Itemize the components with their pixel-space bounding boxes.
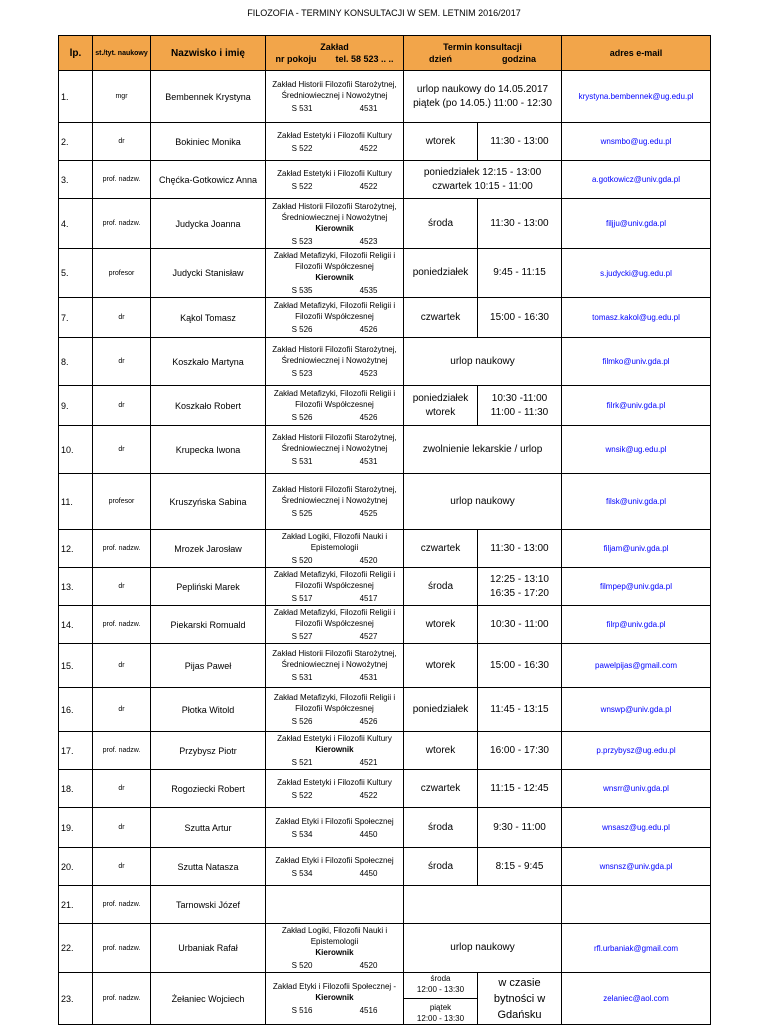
department-cell bbox=[266, 474, 404, 530]
person-name: Szutta Artur bbox=[151, 808, 266, 848]
phone-extension: 4523 bbox=[359, 236, 378, 246]
term-cell bbox=[404, 71, 562, 123]
person-name: Bokiniec Monika bbox=[151, 123, 266, 161]
row-number: 12. bbox=[59, 530, 93, 568]
department-cell bbox=[266, 71, 404, 123]
header-zaklad: Zakład bbox=[320, 42, 349, 52]
table-row bbox=[59, 973, 711, 1025]
term-hours: 11:45 - 13:15 bbox=[490, 703, 549, 715]
consultation-table bbox=[58, 35, 711, 1025]
department-name: Zakład Metafizyki, Filozofii Religii i Filozofii Współczesnej bbox=[273, 608, 396, 628]
term-day: środa bbox=[427, 860, 453, 872]
person-name: Pijas Paweł bbox=[151, 644, 266, 688]
header-phone: tel. 58 523 .. .. bbox=[335, 54, 394, 64]
row-number: 13. bbox=[59, 568, 93, 606]
term-day: wtorek bbox=[425, 135, 456, 147]
email-link[interactable]: filmpep@univ.gda.pl bbox=[562, 568, 711, 606]
term-day-cell bbox=[404, 530, 478, 568]
row-number: 17. bbox=[59, 732, 93, 770]
department-cell bbox=[266, 161, 404, 199]
email-link[interactable]: p.przybysz@ug.edu.pl bbox=[562, 732, 711, 770]
room-number: S 527 bbox=[291, 632, 313, 641]
department-name: Zakład Estetyki i Filozofii Kultury bbox=[277, 777, 392, 787]
term-hours-cell bbox=[478, 732, 562, 770]
table-row bbox=[59, 848, 711, 886]
email-link[interactable]: wnsnsz@univ.gda.pl bbox=[562, 848, 711, 886]
term-cell bbox=[404, 886, 562, 924]
person-name: Krupecka Iwona bbox=[151, 426, 266, 474]
department-cell bbox=[266, 924, 404, 973]
room-number: S 523 bbox=[291, 236, 313, 246]
person-name: Piekarski Romuald bbox=[151, 606, 266, 644]
term-note: w czasie bytności w Gdańsku bbox=[478, 973, 562, 1025]
department-cell bbox=[266, 386, 404, 426]
person-name: Żełaniec Wojciech bbox=[151, 973, 266, 1025]
term-text: urlop naukowy bbox=[450, 942, 515, 953]
term-day-cell bbox=[404, 770, 478, 808]
academic-degree: profesor bbox=[93, 249, 151, 298]
head-label: Kierownik bbox=[315, 948, 354, 957]
academic-degree: prof. nadzw. bbox=[93, 886, 151, 924]
table-row bbox=[59, 530, 711, 568]
phone-extension: 4531 bbox=[359, 457, 378, 466]
phone-extension: 4520 bbox=[359, 961, 378, 970]
row-number: 21. bbox=[59, 886, 93, 924]
header-row bbox=[59, 36, 711, 71]
row-number: 22. bbox=[59, 924, 93, 973]
table-row bbox=[59, 732, 711, 770]
department-cell bbox=[266, 338, 404, 386]
email-link[interactable]: wnsasz@ug.edu.pl bbox=[562, 808, 711, 848]
department-cell bbox=[266, 249, 404, 298]
academic-degree: prof. nadzw. bbox=[93, 199, 151, 249]
term-hours-2: 16:35 - 17:20 bbox=[490, 587, 549, 599]
room-number: S 534 bbox=[291, 829, 313, 839]
term-cell bbox=[404, 924, 562, 973]
term-hours: 12:00 - 13:30 bbox=[416, 985, 465, 994]
person-name: Pepliński Marek bbox=[151, 568, 266, 606]
academic-degree: dr bbox=[93, 123, 151, 161]
academic-degree: prof. nadzw. bbox=[93, 732, 151, 770]
person-name: Szutta Natasza bbox=[151, 848, 266, 886]
room-number: S 522 bbox=[291, 181, 313, 191]
term-day: czwartek bbox=[420, 782, 461, 794]
row-number: 9. bbox=[59, 386, 93, 426]
table-row bbox=[59, 338, 711, 386]
person-name: Przybysz Piotr bbox=[151, 732, 266, 770]
department-name: Zakład Metafizyki, Filozofii Religii i Filozofii Współczesnej bbox=[273, 570, 396, 590]
email-link[interactable]: filrp@univ.gda.pl bbox=[562, 606, 711, 644]
row-number: 3. bbox=[59, 161, 93, 199]
term-hours-2: 12:00 - 13:30 bbox=[416, 1014, 465, 1023]
term-day-cell bbox=[404, 199, 478, 249]
term-cell bbox=[404, 161, 562, 199]
phone-extension: 4516 bbox=[359, 1006, 378, 1015]
department-cell bbox=[266, 568, 404, 606]
academic-degree: mgr bbox=[93, 71, 151, 123]
term-hours-cell bbox=[478, 249, 562, 298]
term-day-cell bbox=[404, 732, 478, 770]
row-number: 5. bbox=[59, 249, 93, 298]
term-day: czwartek bbox=[420, 542, 461, 554]
department-name: Zakład Historii Filozofii Starożytnej, Średniowiecznej i Nowożytnej bbox=[272, 201, 397, 222]
term-text: poniedziałek 12:15 - 13:00 bbox=[423, 166, 542, 178]
header-hours: godzina bbox=[502, 54, 537, 64]
row-number: 11. bbox=[59, 474, 93, 530]
page-title: FILOZOFIA - TERMINY KONSULTACJI W SEM. LETNIM 2016/2017 bbox=[247, 8, 521, 18]
phone-extension: 4450 bbox=[359, 829, 378, 839]
table-row bbox=[59, 688, 711, 732]
email-link[interactable]: wnsmbo@ug.edu.pl bbox=[562, 123, 711, 161]
term-day: poniedziałek bbox=[412, 392, 469, 404]
department-name: Zakład Historii Filozofii Starożytnej, Średniowiecznej i Nowożytnej bbox=[272, 433, 397, 453]
term-day-cell bbox=[404, 568, 478, 606]
term-hours: 9:30 - 11:00 bbox=[493, 821, 546, 833]
term-hours-2: 11:00 - 11:30 bbox=[490, 406, 549, 418]
room-number: S 531 bbox=[291, 457, 313, 466]
email-link[interactable]: s.judycki@ug.edu.pl bbox=[562, 249, 711, 298]
phone-extension: 4521 bbox=[359, 758, 378, 767]
term-hours: 11:15 - 12:45 bbox=[490, 782, 549, 794]
room-number: S 531 bbox=[291, 673, 313, 682]
row-number: 7. bbox=[59, 298, 93, 338]
term-day: wtorek bbox=[425, 618, 456, 630]
term-day: wtorek bbox=[425, 744, 456, 756]
person-name: Rogoziecki Robert bbox=[151, 770, 266, 808]
header-room: nr pokoju bbox=[275, 54, 317, 64]
term-hours-cell bbox=[478, 298, 562, 338]
department-cell bbox=[266, 808, 404, 848]
phone-extension: 4526 bbox=[359, 717, 378, 726]
header-degree: st./tyt. naukowy bbox=[93, 36, 151, 71]
academic-degree: prof. nadzw. bbox=[93, 530, 151, 568]
table-row bbox=[59, 474, 711, 530]
head-label: Kierownik bbox=[315, 993, 354, 1002]
department-name: Zakład Metafizyki, Filozofii Religii i Filozofii Współczesnej bbox=[273, 693, 396, 713]
phone-extension: 4527 bbox=[359, 632, 378, 641]
room-number: S 522 bbox=[291, 790, 313, 800]
phone-extension: 4522 bbox=[359, 143, 378, 153]
term-hours: 15:00 - 16:30 bbox=[490, 659, 549, 671]
term-day: środa bbox=[427, 821, 453, 833]
term-day: czwartek bbox=[420, 311, 461, 323]
phone-extension: 4450 bbox=[359, 868, 378, 878]
phone-extension: 4522 bbox=[359, 790, 378, 800]
term-day-cell bbox=[404, 973, 478, 1025]
header-lp: lp. bbox=[59, 36, 93, 71]
term-day-cell bbox=[404, 249, 478, 298]
term-hours: 12:25 - 13:10 bbox=[490, 573, 549, 585]
academic-degree: prof. nadzw. bbox=[93, 973, 151, 1025]
header-email: adres e-mail bbox=[562, 36, 711, 71]
department-name: Zakład Estetyki i Filozofii Kultury bbox=[277, 168, 392, 178]
room-number: S 534 bbox=[291, 868, 313, 878]
room-number: S 517 bbox=[291, 594, 313, 603]
academic-degree: dr bbox=[93, 338, 151, 386]
department-cell bbox=[266, 123, 404, 161]
term-hours-cell bbox=[478, 688, 562, 732]
table-row bbox=[59, 298, 711, 338]
person-name: Urbaniak Rafał bbox=[151, 924, 266, 973]
table-row bbox=[59, 644, 711, 688]
phone-extension: 4526 bbox=[359, 413, 378, 422]
department-cell bbox=[266, 199, 404, 249]
person-name: Kąkol Tomasz bbox=[151, 298, 266, 338]
department-name: Zakład Historii Filozofii Starożytnej, Średniowiecznej i Nowożytnej bbox=[272, 485, 397, 505]
department-cell bbox=[266, 530, 404, 568]
term-hours-cell bbox=[478, 770, 562, 808]
term-hours: 11:30 - 13:00 bbox=[490, 217, 549, 229]
term-hours: 10:30 -11:00 bbox=[491, 392, 548, 404]
row-number: 4. bbox=[59, 199, 93, 249]
academic-degree: dr bbox=[93, 644, 151, 688]
term-day: środa bbox=[427, 580, 453, 592]
term-day: poniedziałek bbox=[412, 703, 469, 715]
department-cell bbox=[266, 298, 404, 338]
table-row bbox=[59, 426, 711, 474]
term-day-cell bbox=[404, 644, 478, 688]
email-link[interactable]: filsk@univ.gda.pl bbox=[562, 474, 711, 530]
room-number: S 531 bbox=[291, 104, 313, 113]
phone-extension: 4520 bbox=[359, 556, 378, 565]
academic-degree: profesor bbox=[93, 474, 151, 530]
person-name: Tarnowski Józef bbox=[151, 886, 266, 924]
person-name: Kruszyńska Sabina bbox=[151, 474, 266, 530]
email-link[interactable]: a.gotkowicz@univ.gda.pl bbox=[562, 161, 711, 199]
person-name: Bembennek Krystyna bbox=[151, 71, 266, 123]
table-row bbox=[59, 568, 711, 606]
academic-degree: dr bbox=[93, 568, 151, 606]
department-cell bbox=[266, 770, 404, 808]
department-name: Zakład Etyki i Filozofii Społecznej bbox=[275, 816, 394, 826]
head-label: Kierownik bbox=[315, 745, 354, 754]
department-cell bbox=[266, 426, 404, 474]
head-label: Kierownik bbox=[315, 223, 354, 233]
term-text: zwolnienie lekarskie / urlop bbox=[422, 443, 543, 455]
term-day-cell bbox=[404, 848, 478, 886]
row-number: 23. bbox=[59, 973, 93, 1025]
term-day-cell bbox=[404, 298, 478, 338]
academic-degree: prof. nadzw. bbox=[93, 606, 151, 644]
row-number: 8. bbox=[59, 338, 93, 386]
person-name: Koszkało Martyna bbox=[151, 338, 266, 386]
table-row bbox=[59, 161, 711, 199]
term-text: urlop naukowy bbox=[450, 495, 515, 507]
row-number: 2. bbox=[59, 123, 93, 161]
term-text-2: piątek (po 14.05.) 11:00 - 12:30 bbox=[413, 97, 552, 109]
academic-degree: dr bbox=[93, 848, 151, 886]
term-hours-cell bbox=[478, 568, 562, 606]
term-day: wtorek bbox=[425, 659, 456, 671]
term-hours: 10:30 - 11:00 bbox=[490, 618, 549, 630]
email-link[interactable]: filrk@univ.gda.pl bbox=[562, 386, 711, 426]
term-day: poniedziałek bbox=[412, 267, 469, 278]
term-day-2: piątek bbox=[429, 1003, 452, 1012]
person-name: Chęćka-Gotkowicz Anna bbox=[151, 161, 266, 199]
room-number: S 516 bbox=[291, 1006, 313, 1015]
term-text: urlop naukowy bbox=[450, 355, 515, 367]
room-number: S 520 bbox=[291, 961, 313, 970]
academic-degree: dr bbox=[93, 688, 151, 732]
academic-degree: dr bbox=[93, 426, 151, 474]
email-link[interactable]: krystyna.bembennek@ug.edu.pl bbox=[562, 71, 711, 123]
department-name: Zakład Metafizyki, Filozofii Religii i Filozofii Współczesnej bbox=[273, 389, 396, 409]
email-link[interactable]: zelaniec@aol.com bbox=[562, 973, 711, 1025]
department-cell bbox=[266, 886, 404, 924]
table-row bbox=[59, 770, 711, 808]
room-number: S 526 bbox=[291, 413, 313, 422]
phone-extension: 4531 bbox=[359, 673, 378, 682]
row-number: 15. bbox=[59, 644, 93, 688]
room-number: S 526 bbox=[291, 325, 313, 334]
person-name: Judycka Joanna bbox=[151, 199, 266, 249]
table-row bbox=[59, 606, 711, 644]
academic-degree: dr bbox=[93, 808, 151, 848]
term-hours-cell bbox=[478, 386, 562, 426]
phone-extension: 4531 bbox=[359, 104, 378, 113]
table-row bbox=[59, 924, 711, 973]
department-cell bbox=[266, 848, 404, 886]
department-name: Zakład Etyki i Filozofii Społecznej - bbox=[272, 982, 397, 991]
row-number: 18. bbox=[59, 770, 93, 808]
header-term bbox=[404, 36, 562, 71]
term-hours-cell bbox=[478, 123, 562, 161]
person-name: Płotka Witold bbox=[151, 688, 266, 732]
table-row bbox=[59, 123, 711, 161]
email-link[interactable]: tomasz.kakol@ug.edu.pl bbox=[562, 298, 711, 338]
room-number: S 535 bbox=[291, 286, 313, 295]
department-name: Zakład Etyki i Filozofii Społecznej bbox=[275, 855, 394, 865]
department-cell bbox=[266, 973, 404, 1025]
term-day: środa bbox=[427, 217, 453, 229]
phone-extension: 4523 bbox=[359, 369, 378, 378]
table-row bbox=[59, 249, 711, 298]
email-link[interactable]: wnsik@ug.edu.pl bbox=[562, 426, 711, 474]
room-number: S 521 bbox=[291, 758, 313, 767]
phone-extension: 4535 bbox=[359, 286, 378, 295]
header-day: dzień bbox=[429, 54, 453, 64]
term-hours: 9:45 - 11:15 bbox=[493, 267, 546, 278]
email-link[interactable]: filjam@univ.gda.pl bbox=[562, 530, 711, 568]
header-termin: Termin konsultacji bbox=[443, 42, 522, 52]
term-hours-cell bbox=[478, 644, 562, 688]
term-text: urlop naukowy do 14.05.2017 bbox=[416, 83, 549, 95]
department-cell bbox=[266, 644, 404, 688]
term-hours-cell bbox=[478, 848, 562, 886]
row-number: 10. bbox=[59, 426, 93, 474]
term-cell bbox=[404, 338, 562, 386]
term-hours-cell bbox=[478, 606, 562, 644]
department-name: Zakład Historii Filozofii Starożytnej, Średniowiecznej i Nowożytnej bbox=[272, 649, 397, 669]
phone-extension: 4526 bbox=[359, 325, 378, 334]
head-label: Kierownik bbox=[315, 273, 354, 282]
table-row bbox=[59, 886, 711, 924]
person-name: Mrozek Jarosław bbox=[151, 530, 266, 568]
row-number: 16. bbox=[59, 688, 93, 732]
term-hours: 16:00 - 17:30 bbox=[490, 744, 549, 756]
term-hours: 11:30 - 13:00 bbox=[490, 135, 549, 147]
email-link[interactable]: filmko@univ.gda.pl bbox=[562, 338, 711, 386]
phone-extension: 4517 bbox=[359, 594, 378, 603]
table-row bbox=[59, 71, 711, 123]
term-day-cell bbox=[404, 386, 478, 426]
term-day-cell bbox=[404, 688, 478, 732]
email-link[interactable]: rfl.urbaniak@gmail.com bbox=[562, 924, 711, 973]
term-day-cell bbox=[404, 123, 478, 161]
phone-extension: 4525 bbox=[359, 509, 378, 518]
department-name: Zakład Metafizyki, Filozofii Religii i Filozofii Współczesnej bbox=[273, 251, 396, 271]
department-name: Zakład Estetyki i Filozofii Kultury bbox=[277, 130, 392, 140]
term-day-2: wtorek bbox=[425, 406, 456, 418]
email-link[interactable]: pawelpijas@gmail.com bbox=[562, 644, 711, 688]
room-number: S 522 bbox=[291, 143, 313, 153]
academic-degree: dr bbox=[93, 770, 151, 808]
term-hours: 8:15 - 9:45 bbox=[495, 860, 544, 872]
email-link[interactable]: wnswp@univ.gda.pl bbox=[562, 688, 711, 732]
phone-extension: 4522 bbox=[359, 181, 378, 191]
term-hours: 11:30 - 13:00 bbox=[490, 542, 549, 554]
table-row bbox=[59, 808, 711, 848]
email-link bbox=[562, 886, 711, 924]
term-day-cell bbox=[404, 808, 478, 848]
header-department bbox=[266, 36, 404, 71]
room-number: S 520 bbox=[291, 556, 313, 565]
row-number: 20. bbox=[59, 848, 93, 886]
room-number: S 526 bbox=[291, 717, 313, 726]
department-name: Zakład Metafizyki, Filozofii Religii i Filozofii Współczesnej bbox=[273, 301, 396, 321]
department-cell bbox=[266, 688, 404, 732]
term-day: środa bbox=[430, 974, 451, 983]
department-name: Zakład Logiki, Filozofii Nauki i Epistemologii bbox=[281, 926, 388, 946]
department-name: Zakład Estetyki i Filozofii Kultury bbox=[277, 734, 392, 743]
academic-degree: prof. nadzw. bbox=[93, 924, 151, 973]
department-name: Zakład Historii Filozofii Starożytnej, Średniowiecznej i Nowożytnej bbox=[272, 345, 397, 365]
room-number: S 523 bbox=[291, 369, 313, 378]
term-cell bbox=[404, 426, 562, 474]
department-cell bbox=[266, 732, 404, 770]
person-name: Judycki Stanisław bbox=[151, 249, 266, 298]
table-row bbox=[59, 199, 711, 249]
row-number: 14. bbox=[59, 606, 93, 644]
department-name: Zakład Logiki, Filozofii Nauki i Epistemologii bbox=[281, 532, 388, 552]
person-name: Koszkało Robert bbox=[151, 386, 266, 426]
table-row bbox=[59, 386, 711, 426]
row-number: 1. bbox=[59, 71, 93, 123]
term-cell bbox=[404, 474, 562, 530]
email-link[interactable]: filjju@univ.gda.pl bbox=[562, 199, 711, 249]
department-name: Zakład Historii Filozofii Starożytnej, Średniowiecznej i Nowożytnej bbox=[272, 80, 397, 100]
term-hours-cell bbox=[478, 808, 562, 848]
academic-degree: prof. nadzw. bbox=[93, 161, 151, 199]
room-number: S 525 bbox=[291, 509, 313, 518]
email-link[interactable]: wnsrr@univ.gda.pl bbox=[562, 770, 711, 808]
academic-degree: dr bbox=[93, 386, 151, 426]
term-hours-cell bbox=[478, 530, 562, 568]
term-hours-cell bbox=[478, 199, 562, 249]
term-text-2: czwartek 10:15 - 11:00 bbox=[432, 180, 533, 192]
row-number: 19. bbox=[59, 808, 93, 848]
department-cell bbox=[266, 606, 404, 644]
term-hours: 15:00 - 16:30 bbox=[490, 311, 549, 323]
term-day-cell bbox=[404, 606, 478, 644]
academic-degree: dr bbox=[93, 298, 151, 338]
header-name: Nazwisko i imię bbox=[151, 36, 266, 71]
